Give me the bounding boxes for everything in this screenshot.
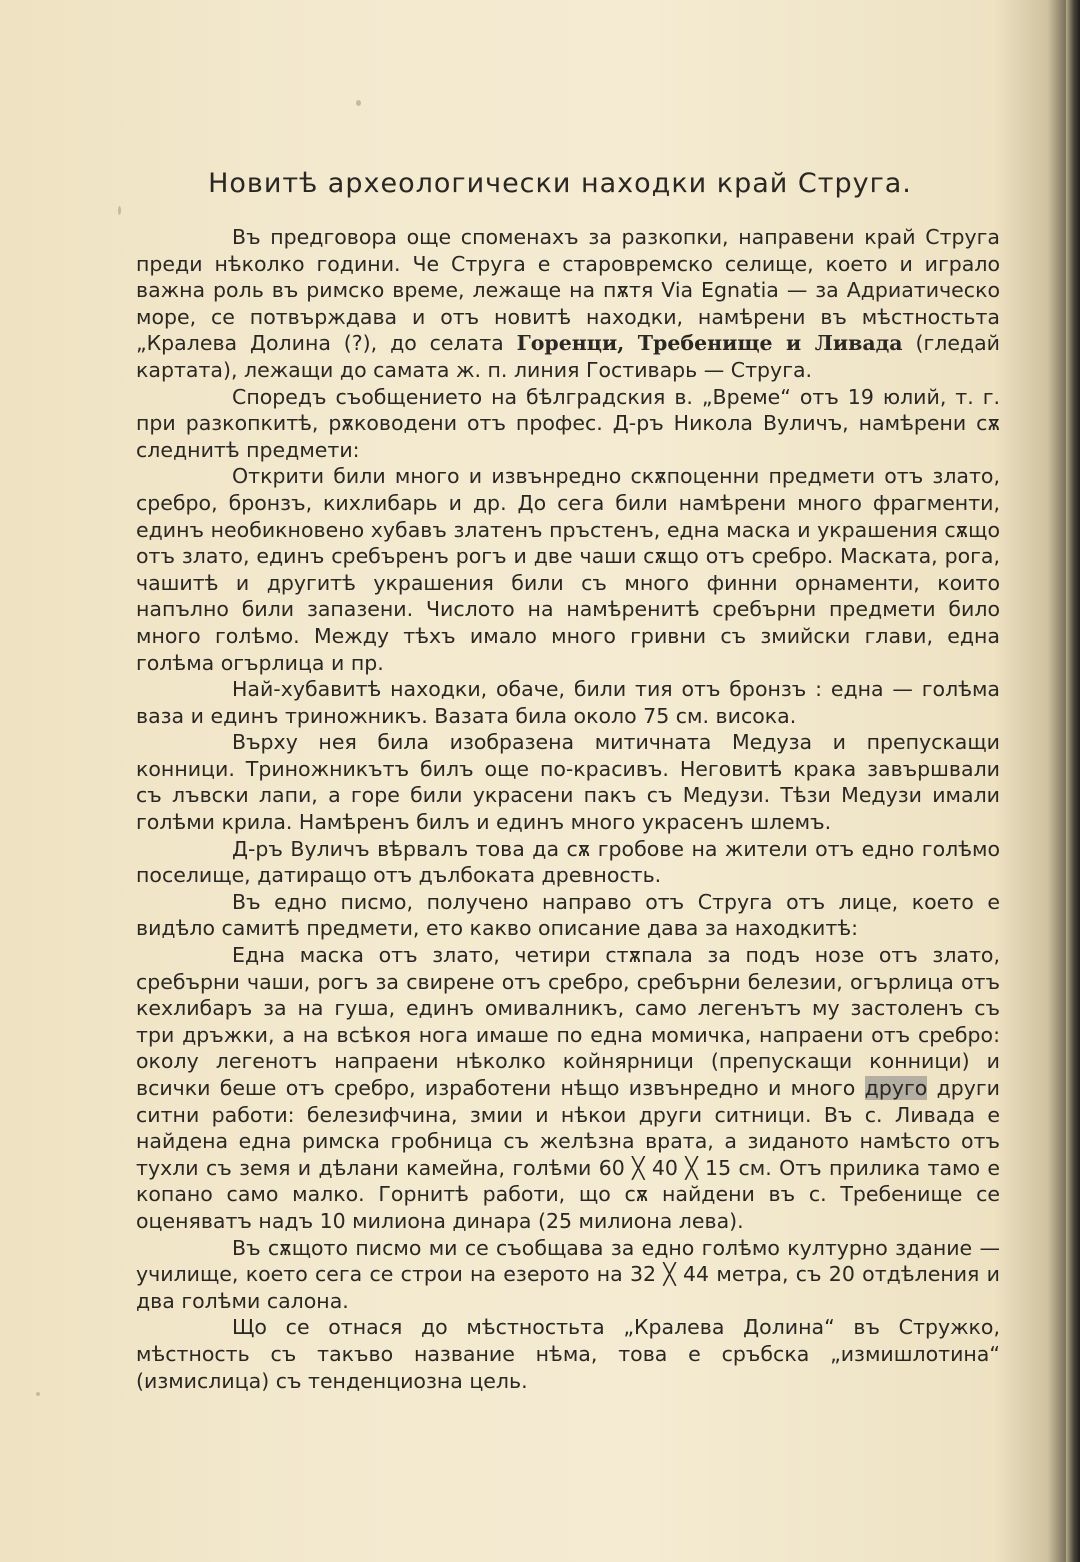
paper-speck bbox=[36, 1392, 40, 1396]
article-body bbox=[136, 224, 1000, 1394]
paper-speck bbox=[118, 206, 121, 215]
highlighted-word: друго bbox=[864, 1076, 928, 1100]
village-names: Горенци, Требенище и Ливада bbox=[516, 331, 903, 356]
paragraph-1-text: Въ предговора още споменахъ за разкопки, направени край Струга преди нѣколко години. Че Струга е старовремско селище, което и играло важна роль въ римско време, лежаще на пѫтя Via Egnatia — за Адриатическо море, се потвърждава и отъ новитѣ находки, намѣрени въ мѣстностьта „Кралева Долина (?), до селата bbox=[136, 225, 1000, 356]
article-title: Новитѣ археологически находки край Струга. bbox=[208, 168, 912, 199]
page-binding-edge bbox=[1066, 0, 1080, 1562]
paragraph-10: Що се отнася до мѣстностьта „Кралева Долина“ въ Стружко, мѣстность съ такъво название нѣма, това е сръбска „измишлотина“ (измислица) съ тенденциозна цель. bbox=[136, 1315, 1000, 1393]
paragraph-6: Д-ръ Вуличъ вѣрвалъ това да сѫ гробове на жители отъ едно голѣмо поселище, датиращо отъ дълбоката древность. bbox=[136, 836, 1000, 888]
paragraph-1 bbox=[136, 224, 1000, 384]
paragraph-2: Споредъ съобщението на бѣлградския в. „Време“ отъ 19 юлий, т. г. при разкопкитѣ, рѫководени отъ профес. Д-ръ Никола Вуличъ, намѣрени сѫ следнитѣ предмети: bbox=[136, 384, 1000, 462]
paragraph-7: Въ едно писмо, получено направо отъ Струга отъ лице, което е видѣло самитѣ предмети, ето какво описание дава за находкитѣ: bbox=[136, 889, 1000, 941]
paragraph-1-text-end: (гледай картата), лежащи до самата ж. п. линия Гостиварь — Струга. bbox=[136, 331, 1000, 382]
paragraph-5: Върху нея била изобразена митичната Медуза и препускащи конници. Триножникътъ билъ още по-красивъ. Неговитѣ крака завършвали съ лъвски лапи, а горе били украсени пакъ съ Медузи. Тѣзи Медузи имали голѣми крила. Намѣренъ билъ и единъ много украсенъ шлемъ. bbox=[136, 730, 1000, 835]
paragraph-3: Открити били много и извънредно скѫпоценни предмети отъ злато, сребро, бронзъ, кихлибарь и др. До сега били намѣрени много фрагменти, единъ необикновено хубавъ златенъ пръстенъ, една маска и украшения сѫщо отъ злато, единъ сребъренъ рогъ и две чаши сѫщо отъ сребро. Маската, рога, чашитѣ и другитѣ украшения били съ много финни орнаменти, които напълно били запазени. Числото на намѣренитѣ сребърни предмети било много голѣмо. Между тѣхъ имало много гривни съ змийски глави, една голѣма огърлица и пр. bbox=[136, 464, 1000, 675]
paragraph-9: Въ сѫщото писмо ми се съобщава за едно голѣмо културно здание — училище, което сега се строи на езерото на 32 ╳ 44 метра, съ 20 отдѣления и два голѣми салона. bbox=[136, 1235, 1000, 1313]
paragraph-8-text-end: други ситни работи: белезифчина, змии и нѣкои други ситници. Въ с. Ливада е найдена една римска гробница съ желѣзна врата, а зиданото намѣсто отъ тухли съ земя и дѣлани камейна, голѣми 60 ╳ 40 ╳ 15 см. Отъ прилика тамо е копано само малко. Горнитѣ работи, що сѫ найдени въ с. Требенище се оценяватъ надъ 10 милиона динара (25 милиона лева). bbox=[136, 1076, 1000, 1233]
paper-speck bbox=[356, 100, 361, 106]
paragraph-4: Най-хубавитѣ находки, обаче, били тия отъ бронзъ : една — голѣма ваза и единъ триножникъ. Вазата била около 75 см. висока. bbox=[136, 677, 1000, 728]
paragraph-8-text: Една маска отъ злато, четири стѫпала за подъ нозе отъ злато, сребърни чаши, рогъ за свирене отъ сребро, сребърни белезии, огърлица отъ кехлибаръ за на гуша, единъ омивалникъ, само легенътъ му застоленъ съ три дръжки, а на всѣкоя нога имаше по една момичка, напраени отъ сребро: околу легенотъ напраени нѣколко койнярници (препускащи конници) и всички беше отъ сребро, изработени нѣщо извънредно и много bbox=[136, 943, 1000, 1100]
paragraph-8 bbox=[136, 942, 1000, 1235]
